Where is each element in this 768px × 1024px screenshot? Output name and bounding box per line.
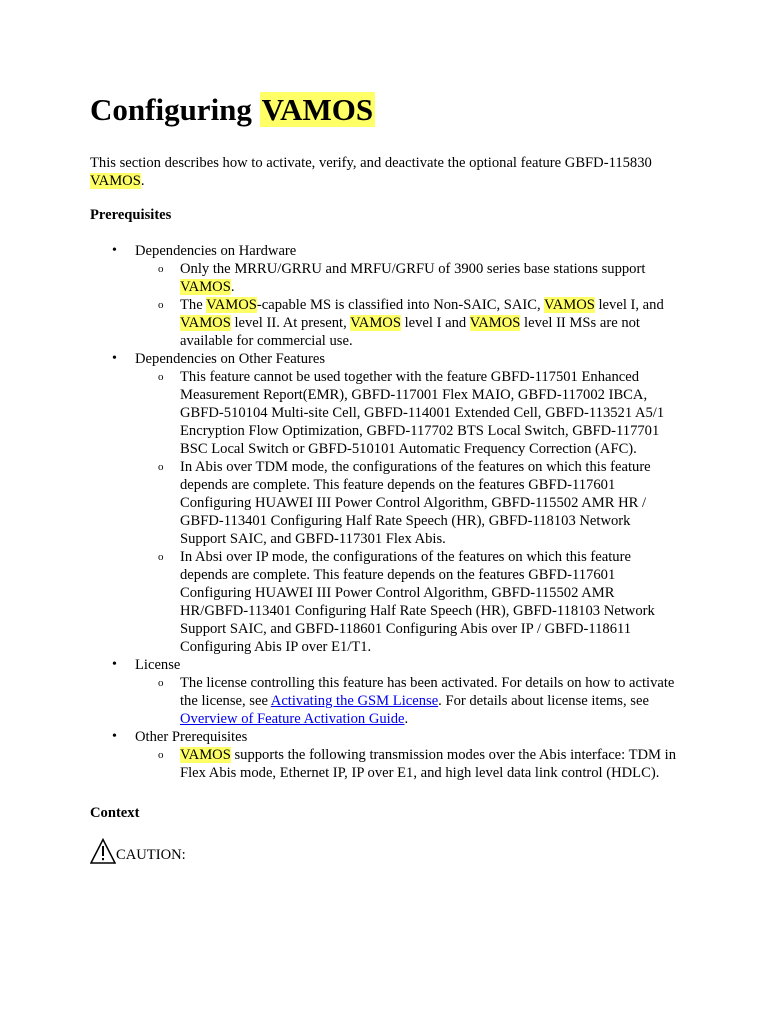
list-item <box>135 296 680 350</box>
page-title-prefix: Configuring <box>90 92 260 127</box>
page-title-highlight: VAMOS <box>261 92 374 127</box>
text-run: level I, and <box>594 297 664 313</box>
text-run: . <box>404 711 409 727</box>
highlighted-term: VAMOS <box>469 315 521 331</box>
caution-notice <box>90 838 680 864</box>
page-title <box>90 88 680 132</box>
section-label: Dependencies on Hardware <box>135 243 297 259</box>
sub-list <box>135 674 680 728</box>
highlighted-term: VAMOS <box>180 315 231 331</box>
doc-link[interactable]: Overview of Feature Activation Guide <box>180 711 405 727</box>
text-run: The <box>180 297 207 313</box>
text-run: The license controlling this feature has been activated. For details on how to activate the license, see <box>180 675 675 709</box>
highlighted-term: VAMOS <box>180 279 231 295</box>
prerequisite-section <box>90 350 680 656</box>
text-run: Only the MRRU/GRRU and MRFU/GRFU of 3900 series base stations support <box>180 261 646 277</box>
circle-bullet-icon: o <box>158 263 164 275</box>
text-run: . <box>230 279 235 295</box>
text-run: level I and <box>400 315 470 331</box>
prerequisites-list <box>90 242 680 782</box>
list-item <box>135 674 680 728</box>
text-run: In Abis over TDM mode, the configurations of the features on which this feature depends are complete. This feature depends on the features GBFD-117601 Configuring HUAWEI III Power Control Algorithm, GBFD-115502 AMR HR / GBFD-113401 Configuring Half Rate Speech (HR), GBFD-118103 Network Support SAIC, and GBFD-117301 Flex Abis. <box>180 459 651 547</box>
list-item <box>135 458 680 548</box>
text-run: level II MSs are not available for commercial use. <box>180 315 640 349</box>
intro-end: . <box>140 173 145 189</box>
warning-triangle-icon <box>90 838 116 864</box>
bullet-icon: • <box>112 351 117 366</box>
list-item <box>135 260 680 296</box>
text-run: . For details about license items, see <box>438 693 649 709</box>
highlighted-term: VAMOS <box>350 315 401 331</box>
sub-list <box>135 368 680 656</box>
document-content <box>90 88 680 864</box>
circle-bullet-icon: o <box>158 461 164 473</box>
intro-highlight: VAMOS <box>90 173 141 189</box>
section-label: Dependencies on Other Features <box>135 351 326 367</box>
text-run: This feature cannot be used together with the feature GBFD-117501 Enhanced Measurement Report(EMR), GBFD-117001 Flex MAIO, GBFD-117002 IBCA, GBFD-510104 Multi-site Cell, GBFD-114001 Extended Cell, GBFD-113521 A5/1 Encryption Flow Optimization, GBFD-117702 BTS Local Switch, GBFD-117701 BSC Local Switch or GBFD-510101 Automatic Frequency Correction (AFC). <box>180 369 665 457</box>
sub-list <box>135 260 680 350</box>
prerequisite-section <box>90 242 680 350</box>
bullet-icon: • <box>112 243 117 258</box>
highlighted-term: VAMOS <box>544 297 595 313</box>
text-run: In Absi over IP mode, the configurations of the features on which this feature depends are complete. This feature depends on the features GBFD-117601 Configuring HUAWEI III Power Control Algorithm, GBFD-115502 AMR HR/GBFD-113401 Configuring Half Rate Speech (HR), GBFD-118103 Network Support SAIC, and GBFD-118601 Configuring Abis over IP / GBFD-118611 Configuring Abis IP over E1/T1. <box>180 549 655 655</box>
text-run: -capable MS is classified into Non-SAIC, SAIC, <box>256 297 545 313</box>
sub-list <box>135 746 680 782</box>
caution-label: CAUTION: <box>116 847 186 863</box>
prerequisite-section <box>90 728 680 782</box>
list-item <box>135 746 680 782</box>
section-label: Other Prerequisites <box>135 729 248 745</box>
section-label: License <box>135 657 181 673</box>
intro-text: This section describes how to activate, verify, and deactivate the optional feature GBFD-115830 <box>90 155 652 171</box>
doc-link[interactable]: Activating the GSM License <box>270 693 439 709</box>
text-run: level II. At present, <box>230 315 351 331</box>
prerequisites-heading: Prerequisites <box>90 207 172 223</box>
circle-bullet-icon: o <box>158 749 164 761</box>
prerequisite-section <box>90 656 680 728</box>
highlighted-term: VAMOS <box>180 747 231 763</box>
circle-bullet-icon: o <box>158 371 164 383</box>
highlighted-term: VAMOS <box>206 297 257 313</box>
bullet-icon: • <box>112 729 117 744</box>
list-item <box>135 548 680 656</box>
circle-bullet-icon: o <box>158 551 164 563</box>
text-run: supports the following transmission modes over the Abis interface: TDM in Flex Abis mode, Ethernet IP, IP over E1, and high level data link control (HDLC). <box>180 747 677 781</box>
circle-bullet-icon: o <box>158 299 164 311</box>
circle-bullet-icon: o <box>158 677 164 689</box>
bullet-icon: • <box>112 657 117 672</box>
context-heading: Context <box>90 805 140 821</box>
intro-paragraph <box>90 154 680 190</box>
list-item <box>135 368 680 458</box>
